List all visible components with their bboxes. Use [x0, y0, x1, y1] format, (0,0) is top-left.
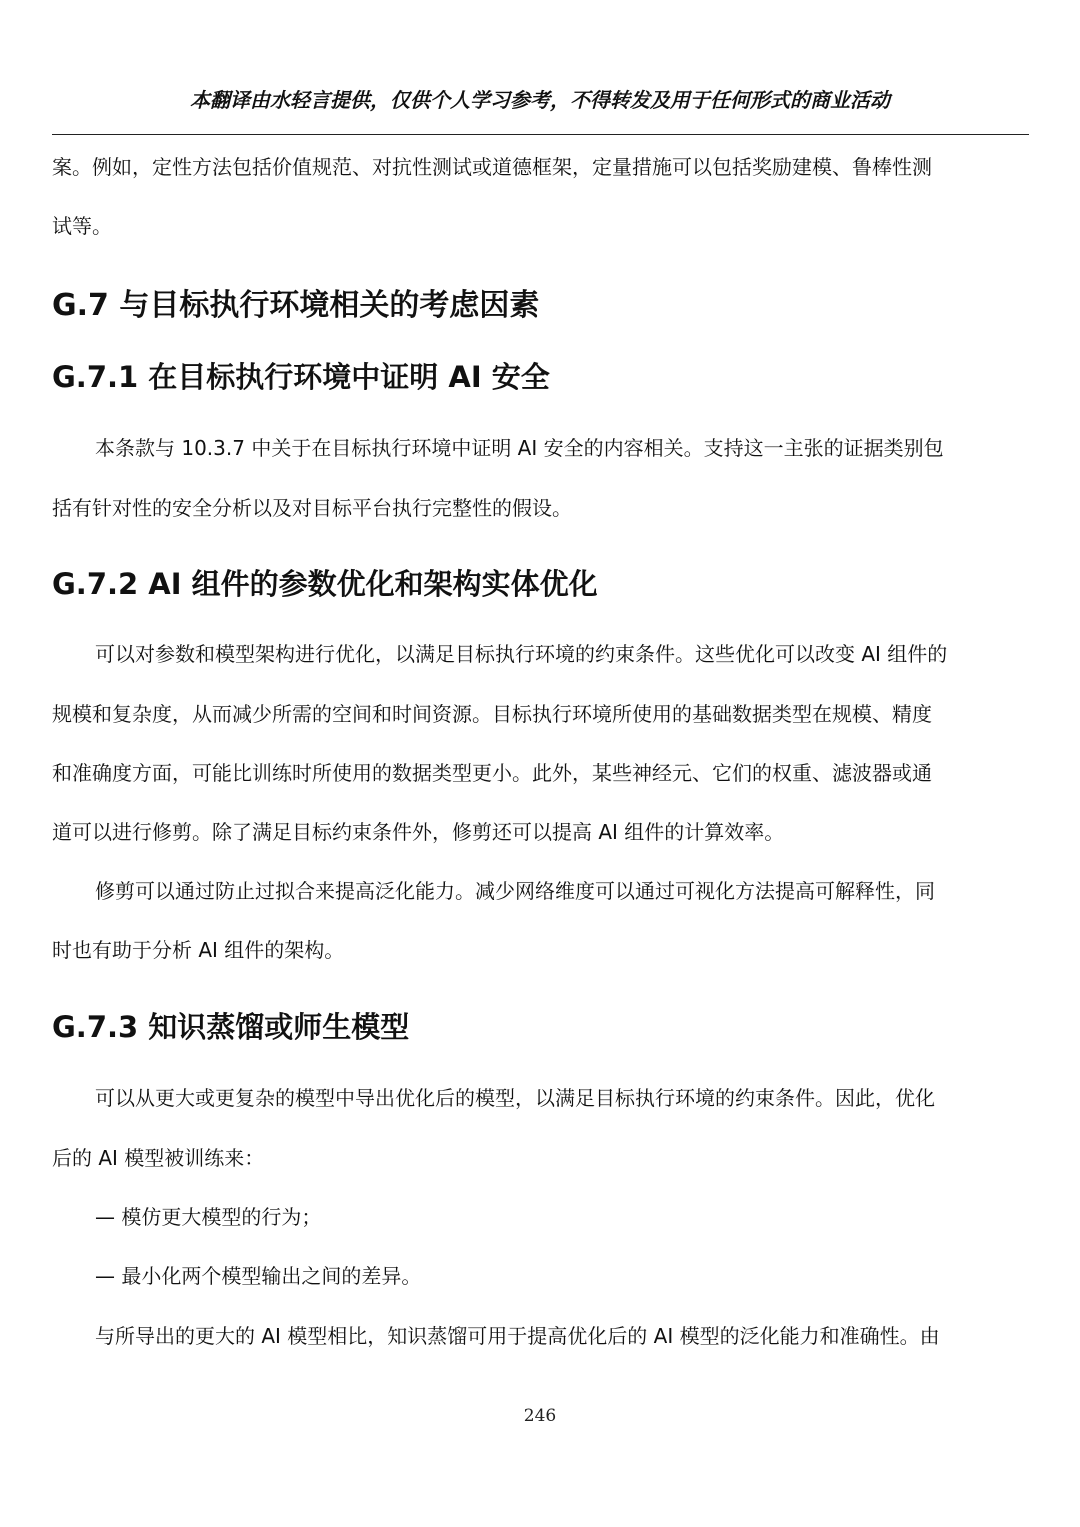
list-item: — 模仿更大模型的行为；: [95, 1205, 322, 1229]
page-number: 246: [523, 1406, 557, 1426]
paragraph-line: 和准确度方面，可能比训练时所使用的数据类型更小。此外，某些神经元、它们的权重、滤波器或通: [52, 761, 932, 785]
paragraph-line: 试等。: [52, 214, 112, 238]
paragraph-line: 修剪可以通过防止过拟合来提高泛化能力。减少网络维度可以通过可视化方法提高可解释性，同: [95, 879, 935, 903]
section-heading-g7-3: G.7.3 知识蒸馏或师生模型: [52, 1010, 410, 1044]
page-header-notice: 本翻译由水轻言提供，仅供个人学习参考，不得转发及用于任何形式的商业活动: [190, 88, 890, 112]
section-heading-g7-1: G.7.1 在目标执行环境中证明 AI 安全: [52, 360, 550, 394]
paragraph-line: 可以对参数和模型架构进行优化，以满足目标执行环境的约束条件。这些优化可以改变 AI 组件的: [95, 642, 948, 666]
header-rule: [52, 134, 1029, 135]
list-item: — 最小化两个模型输出之间的差异。: [95, 1264, 422, 1288]
paragraph-line: 道可以进行修剪。除了满足目标约束条件外，修剪还可以提高 AI 组件的计算效率。: [52, 820, 785, 844]
paragraph-line: 后的 AI 模型被训练来：: [52, 1146, 265, 1170]
paragraph-line: 本条款与 10.3.7 中关于在目标执行环境中证明 AI 安全的内容相关。支持这一主张的证据类别包: [95, 436, 944, 460]
paragraph-line: 规模和复杂度，从而减少所需的空间和时间资源。目标执行环境所使用的基础数据类型在规模、精度: [52, 702, 932, 726]
paragraph-line: 与所导出的更大的 AI 模型相比，知识蒸馏可用于提高优化后的 AI 模型的泛化能力和准确性。由: [95, 1324, 940, 1348]
paragraph-line: 时也有助于分析 AI 组件的架构。: [52, 938, 345, 962]
paragraph-line: 案。例如，定性方法包括价值规范、对抗性测试或道德框架，定量措施可以包括奖励建模、鲁棒性测: [52, 155, 932, 179]
paragraph-line: 可以从更大或更复杂的模型中导出优化后的模型，以满足目标执行环境的约束条件。因此，优化: [95, 1086, 935, 1110]
paragraph-line: 括有针对性的安全分析以及对目标平台执行完整性的假设。: [52, 496, 572, 520]
section-heading-g7: G.7 与目标执行环境相关的考虑因素: [52, 288, 540, 323]
section-heading-g7-2: G.7.2 AI 组件的参数优化和架构实体优化: [52, 567, 598, 601]
